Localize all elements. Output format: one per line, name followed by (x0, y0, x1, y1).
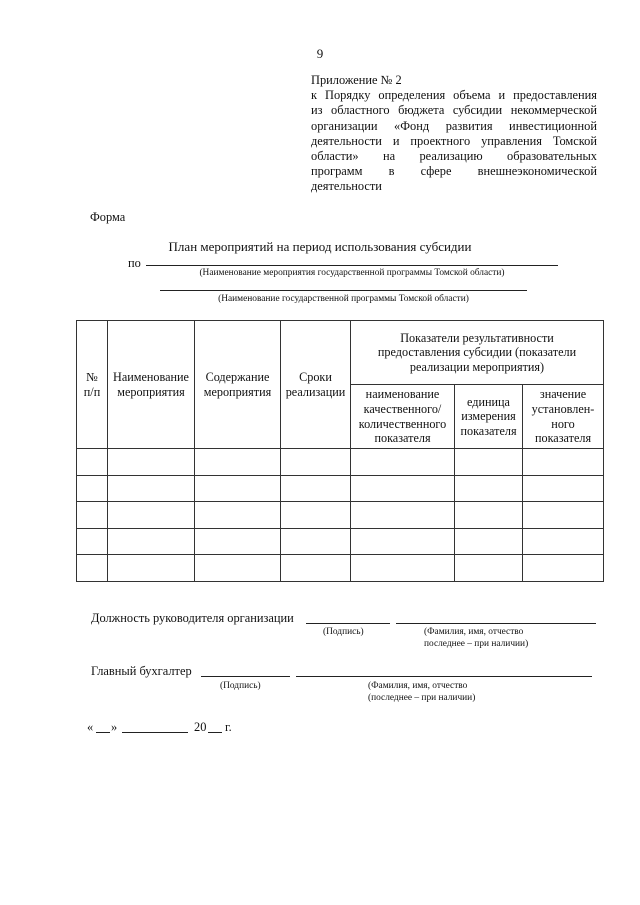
table-cell[interactable] (195, 475, 281, 502)
form-label: Форма (90, 210, 126, 224)
table-cell[interactable] (351, 475, 455, 502)
plan-table (76, 320, 604, 582)
date-open-quote: « (87, 720, 94, 734)
table-cell[interactable] (108, 502, 195, 529)
table-cell[interactable] (455, 475, 523, 502)
header-indicator-value: значение установлен- ного показателя (523, 385, 604, 449)
head-name-caption: (Фамилия, имя, отчество последнее – при наличии) (424, 627, 529, 649)
table-cell[interactable] (281, 555, 351, 582)
table-cell[interactable] (195, 449, 281, 476)
accountant-name-line[interactable] (296, 676, 592, 677)
accountant-signature-line[interactable] (201, 676, 290, 677)
table-cell[interactable] (281, 449, 351, 476)
table-header-row (77, 321, 604, 385)
head-name-line[interactable] (396, 623, 596, 624)
table-row (77, 555, 604, 582)
program-name-line[interactable] (160, 290, 527, 291)
table-cell[interactable] (455, 502, 523, 529)
accountant-name-caption: (Фамилия, имя, отчество (последнее – при наличии) (368, 681, 476, 703)
appendix-block (311, 73, 597, 195)
date-close-quote: » (111, 720, 118, 734)
table-cell[interactable] (351, 502, 455, 529)
table-cell[interactable] (281, 475, 351, 502)
appendix-line: организации «Фонд развития инвестиционной (311, 118, 597, 133)
appendix-line: к Порядку определения объема и предоставления (311, 88, 597, 103)
header-indicators-group: Показатели результативности предоставления субсидии (показатели реализации мероприятия) (351, 321, 604, 385)
po-label: по (128, 256, 141, 270)
table-row (77, 475, 604, 502)
appendix-line: деятельности (311, 179, 382, 194)
table-cell[interactable] (195, 555, 281, 582)
date-year-line[interactable] (208, 732, 222, 733)
date-day-line[interactable] (96, 732, 110, 733)
event-name-line[interactable] (146, 265, 558, 266)
table-cell[interactable] (455, 449, 523, 476)
date-year-prefix: 20 (194, 720, 207, 734)
table-cell[interactable] (77, 528, 108, 555)
header-indicator-name: наименование качественного/ количественного показателя (351, 385, 455, 449)
table-row (77, 528, 604, 555)
head-position-label: Должность руководителя организации (91, 611, 294, 625)
plan-title: План мероприятий на период использования субсидии (168, 239, 472, 254)
table-cell[interactable] (281, 502, 351, 529)
header-no: № п/п (77, 321, 108, 449)
header-event-content: Содержание мероприятия (195, 321, 281, 449)
table-cell[interactable] (523, 449, 604, 476)
appendix-line: деятельности и проектного управления Томской (311, 133, 597, 148)
table-cell[interactable] (77, 475, 108, 502)
table-cell[interactable] (108, 475, 195, 502)
date-year-suffix: г. (225, 720, 232, 734)
table-cell[interactable] (523, 475, 604, 502)
table-cell[interactable] (523, 555, 604, 582)
table-cell[interactable] (455, 555, 523, 582)
header-event-name: Наименование мероприятия (108, 321, 195, 449)
appendix-title: Приложение № 2 (311, 73, 402, 87)
table-cell[interactable] (523, 528, 604, 555)
appendix-line: области» на реализацию образовательных (311, 149, 597, 164)
table-cell[interactable] (351, 449, 455, 476)
table-row (77, 449, 604, 476)
table-cell[interactable] (195, 528, 281, 555)
table-cell[interactable] (108, 449, 195, 476)
table-cell[interactable] (523, 502, 604, 529)
event-name-caption: (Наименование мероприятия государственной программы Томской области) (199, 268, 505, 278)
table-cell[interactable] (195, 502, 281, 529)
program-name-caption: (Наименование государственной программы Томской области) (218, 294, 469, 304)
appendix-line: программ в сфере внешнеэкономической (311, 164, 597, 179)
head-signature-line[interactable] (306, 623, 390, 624)
table-cell[interactable] (108, 555, 195, 582)
accountant-signature-caption: (Подпись) (220, 681, 261, 691)
table-cell[interactable] (455, 528, 523, 555)
page-number: 9 (316, 46, 324, 61)
appendix-line: из областного бюджета субсидии некоммерческой (311, 103, 597, 118)
table-cell[interactable] (281, 528, 351, 555)
header-terms: Сроки реализации (281, 321, 351, 449)
table-cell[interactable] (351, 555, 455, 582)
table-cell[interactable] (108, 528, 195, 555)
table-cell[interactable] (77, 449, 108, 476)
date-month-line[interactable] (122, 732, 188, 733)
accountant-label: Главный бухгалтер (91, 664, 192, 678)
table-cell[interactable] (77, 502, 108, 529)
table-cell[interactable] (77, 555, 108, 582)
table-cell[interactable] (351, 528, 455, 555)
head-signature-caption: (Подпись) (323, 627, 364, 637)
table-row (77, 502, 604, 529)
header-indicator-unit: единица измерения показателя (455, 385, 523, 449)
